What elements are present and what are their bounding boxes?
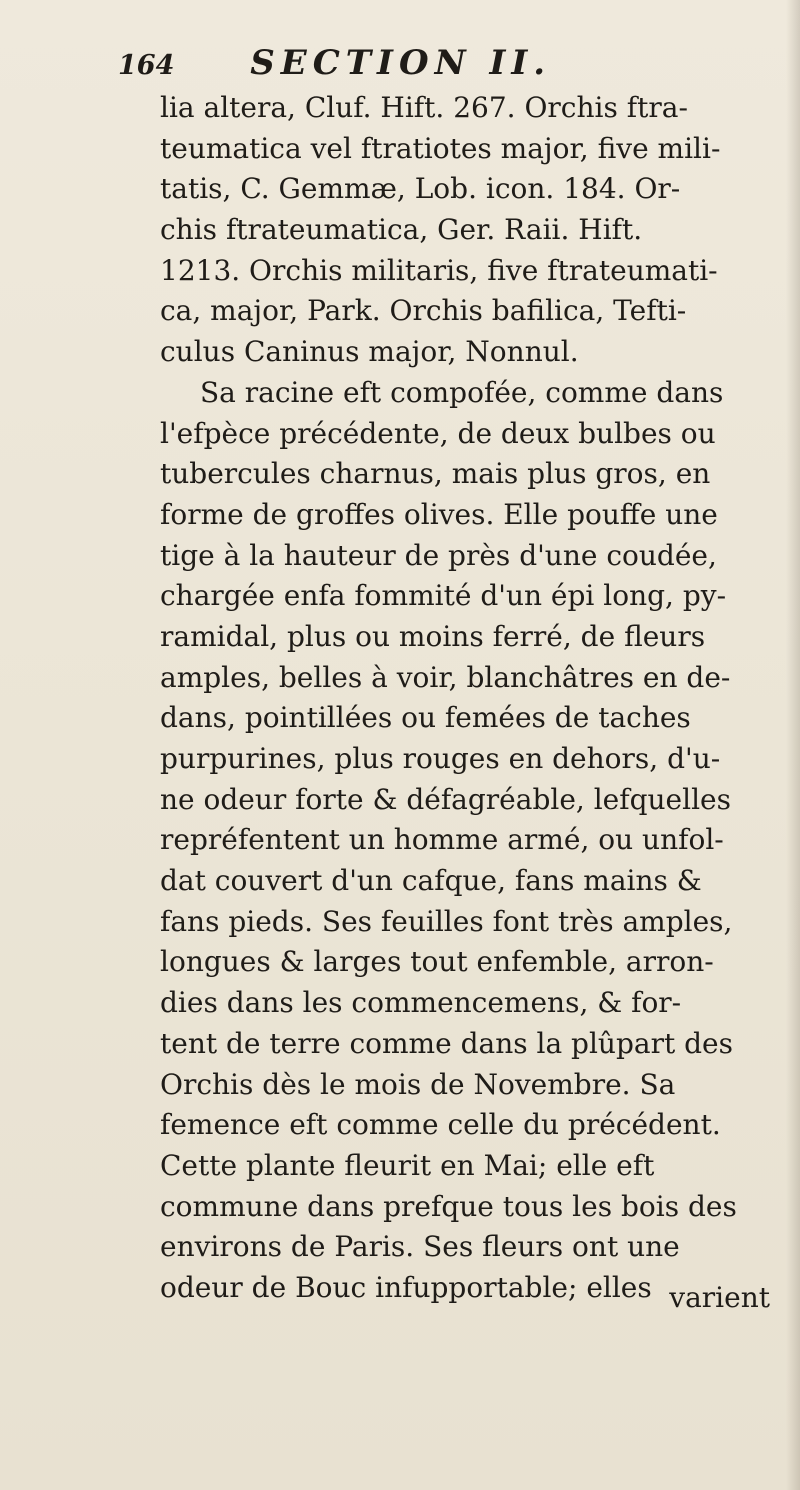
text-line: teumatica vel ftratiotes major, five mili-: [160, 131, 721, 165]
text-line: commune dans prefque tous les bois des: [160, 1189, 737, 1223]
body-text: [160, 88, 772, 1309]
text-line: tige à la hauteur de près d'une coudée,: [160, 538, 717, 572]
text-line: forme de groffes olives. Elle pouffe une: [160, 497, 718, 531]
text-line: ca, major, Park. Orchis bafilica, Tefti-: [160, 294, 687, 328]
text-line: dies dans les commencemens, & for-: [160, 986, 682, 1020]
text-line: longues & larges tout enfemble, arron-: [160, 945, 714, 979]
text-line: 1213. Orchis militaris, five ftrateumati-: [160, 253, 718, 287]
page-edge-shadow: [786, 0, 800, 1490]
text-line: tatis, C. Gemmæ, Lob. icon. 184. Or-: [160, 172, 681, 206]
text-line: Cette plante fleurit en Mai; elle eft: [160, 1148, 655, 1182]
text-line: l'efpèce précédente, de deux bulbes ou: [160, 416, 716, 450]
text-line: chis ftrateumatica, Ger. Raii. Hift.: [160, 213, 643, 247]
catchword: varient: [669, 1281, 770, 1314]
text-line: dans, pointillées ou femées de taches: [160, 701, 691, 735]
paragraph-start-line: Sa racine eft compofée, comme dans: [200, 375, 724, 409]
text-line: environs de Paris. Ses fleurs ont une: [160, 1230, 680, 1264]
text-line: femence eft comme celle du précédent.: [160, 1108, 721, 1142]
text-line: Orchis dès le mois de Novembre. Sa: [160, 1067, 676, 1101]
text-line: tubercules charnus, mais plus gros, en: [160, 457, 711, 491]
text-line: amples, belles à voir, blanchâtres en de-: [160, 660, 731, 694]
running-head: SECTION II.: [250, 43, 552, 83]
text-line: odeur de Bouc infupportable; elles: [160, 1270, 652, 1304]
page-number: 164: [118, 50, 175, 81]
text-line: purpurines, plus rouges en dehors, d'u-: [160, 742, 721, 775]
page-header: [118, 38, 678, 88]
text-line: fans pieds. Ses feuilles font très amples,: [160, 904, 733, 938]
text-line: repréfentent un homme armé, ou unfol-: [160, 823, 724, 857]
text-line: chargée enfa fommité d'un épi long, py-: [160, 579, 727, 613]
text-line: ne odeur forte & défagréable, lefquelles: [160, 782, 731, 816]
text-line: dat couvert d'un cafque, fans mains &: [160, 864, 702, 898]
text-line: tent de terre comme dans la plûpart des: [160, 1026, 733, 1060]
text-line: ramidal, plus ou moins ferré, de fleurs: [160, 619, 706, 653]
text-line: culus Caninus major, Nonnul.: [160, 335, 579, 369]
text-line: lia altera, Cluf. Hift. 267. Orchis ftra-: [160, 91, 688, 124]
